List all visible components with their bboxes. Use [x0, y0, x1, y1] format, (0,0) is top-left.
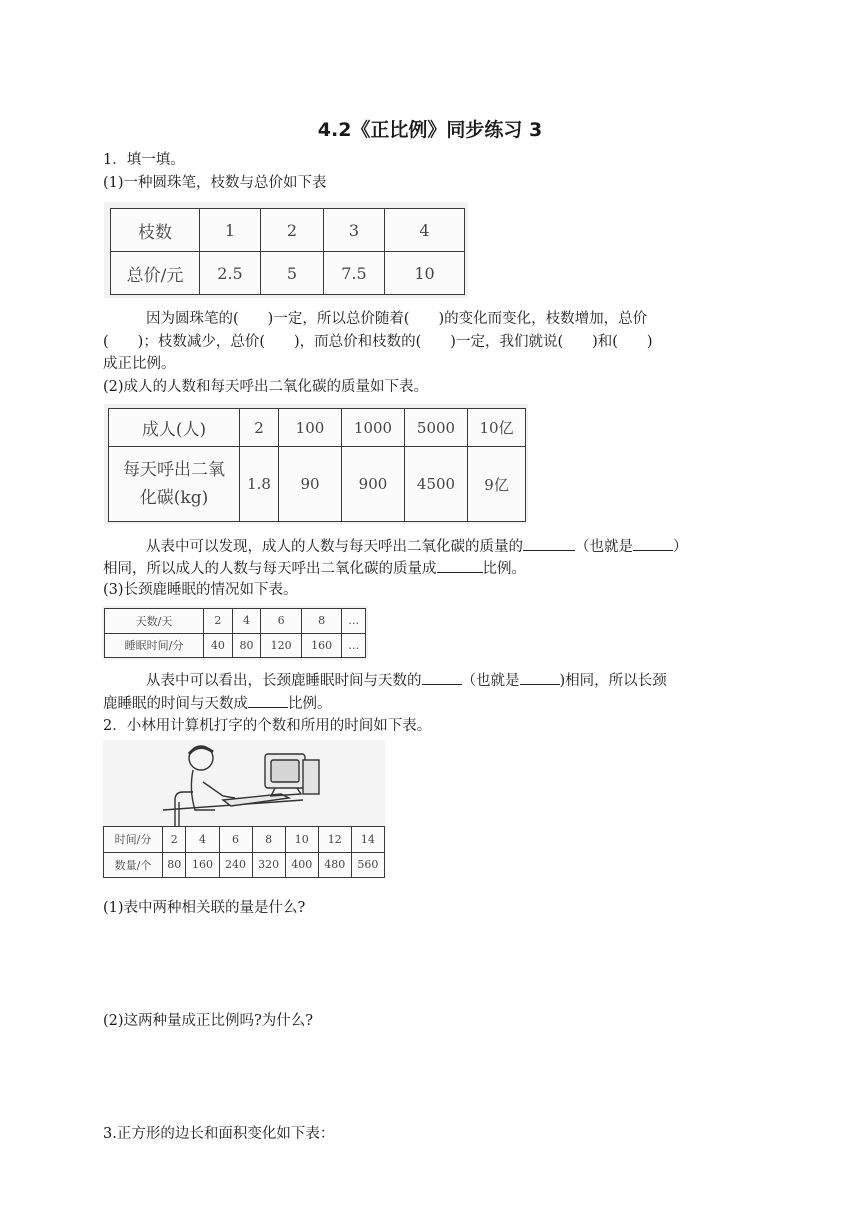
q1-part2-line2 — [103, 558, 526, 579]
table-cell: 6 — [261, 609, 302, 634]
table-row — [111, 252, 465, 295]
table-row — [105, 633, 366, 658]
table-row — [109, 409, 526, 447]
table-cell: 400 — [285, 852, 318, 878]
cell-line: 每天呼出二氧 — [123, 460, 225, 480]
answer-blank[interactable] — [248, 693, 288, 708]
cell-line: 化碳(kg) — [139, 488, 209, 508]
q2-sub2: (2)这两种量成正比例吗?为什么? — [103, 1013, 314, 1029]
text-segment: 比例。 — [482, 561, 526, 577]
table-cell: 4 — [186, 827, 219, 853]
q1-part1-intro: (1)一种圆珠笔，枝数与总价如下表 — [103, 175, 327, 191]
table-cell: 240 — [219, 852, 252, 878]
table-cell: 10亿 — [468, 409, 526, 447]
table-cell: 8 — [301, 609, 342, 634]
q1-part3-intro: (3)长颈鹿睡眠的情况如下表。 — [103, 582, 298, 598]
page-title: 4.2《正比例》同步练习 3 — [317, 119, 543, 141]
table-cell: 80 — [232, 633, 261, 658]
table-cell: … — [342, 633, 366, 658]
table-cell: 枝数 — [111, 209, 200, 252]
table-cell: 160 — [186, 852, 219, 878]
table-cell — [109, 447, 240, 522]
q1-part3-line2 — [103, 693, 332, 714]
table-cell: 1000 — [342, 409, 405, 447]
q1-part1-line3: 成正比例。 — [103, 356, 176, 372]
table-row — [109, 447, 526, 522]
text-segment: 比例。 — [288, 696, 332, 712]
table-cell: 睡眠时间/分 — [105, 633, 204, 658]
q2-sub1: (1)表中两种相关联的量是什么? — [103, 900, 306, 916]
text-segment: )相同，所以长颈 — [559, 673, 667, 689]
q1-part3-line1 — [146, 670, 667, 691]
answer-blank[interactable] — [422, 670, 462, 685]
pen-price-table — [110, 208, 465, 295]
table-cell: 5000 — [405, 409, 468, 447]
table-cell: 数量/个 — [104, 852, 163, 878]
table-cell: 320 — [252, 852, 285, 878]
table-row — [104, 827, 385, 853]
table-cell: 560 — [351, 852, 384, 878]
table-cell: 天数/天 — [105, 609, 204, 634]
table-cell: 4 — [232, 609, 261, 634]
table-cell: 9亿 — [468, 447, 526, 522]
table-row — [105, 609, 366, 634]
table-cell: 12 — [318, 827, 351, 853]
answer-blank[interactable] — [523, 536, 575, 551]
table-cell: 2.5 — [200, 252, 261, 295]
typing-table — [103, 826, 385, 878]
table-cell: 4500 — [405, 447, 468, 522]
table-cell: 80 — [163, 852, 186, 878]
text-segment: 鹿睡眠的时间与天数成 — [103, 696, 248, 712]
table-cell: 480 — [318, 852, 351, 878]
table-cell: 40 — [204, 633, 233, 658]
q1-part1-line2: ( )；枝数减少，总价( )，而总价和枝数的( )一定，我们就说( )和( ) — [103, 334, 653, 350]
table-cell: 5 — [261, 252, 324, 295]
table-row — [104, 852, 385, 878]
q1-part2-intro: (2)成人的人数和每天呼出二氧化碳的质量如下表。 — [103, 379, 429, 395]
table-cell: 1 — [200, 209, 261, 252]
q1-part1-line1: 因为圆珠笔的( )一定，所以总价随着( )的变化而变化，枝数增加，总价 — [146, 311, 648, 327]
answer-blank[interactable] — [633, 536, 673, 551]
answer-blank[interactable] — [520, 670, 560, 685]
table-cell: 1.8 — [240, 447, 279, 522]
text-segment: （也就是 — [461, 673, 520, 689]
table-cell: 900 — [342, 447, 405, 522]
text-segment: ） — [673, 539, 688, 555]
table-cell: 总价/元 — [111, 252, 200, 295]
question-3-heading: 3.正方形的边长和面积变化如下表： — [103, 1126, 335, 1142]
table-cell: 成人(人) — [109, 409, 240, 447]
table-cell: 3 — [324, 209, 385, 252]
table-cell: 2 — [163, 827, 186, 853]
table-cell: 160 — [301, 633, 342, 658]
text-segment: 相同，所以成人的人数与每天呼出二氧化碳的质量成 — [103, 561, 437, 577]
table-cell: 10 — [285, 827, 318, 853]
table-cell: 8 — [252, 827, 285, 853]
table-cell: 2 — [261, 209, 324, 252]
co2-table — [108, 408, 526, 522]
table-row — [111, 209, 465, 252]
table-cell: 7.5 — [324, 252, 385, 295]
table-cell: 2 — [240, 409, 279, 447]
table-cell: 14 — [351, 827, 384, 853]
answer-blank[interactable] — [437, 558, 483, 573]
text-segment: （也就是 — [575, 539, 633, 555]
table-cell: 时间/分 — [104, 827, 163, 853]
table-cell: 6 — [219, 827, 252, 853]
table-cell: … — [342, 609, 366, 634]
text-segment: 从表中可以发现，成人的人数与每天呼出二氧化碳的质量的 — [146, 539, 523, 555]
giraffe-sleep-table — [104, 608, 366, 658]
text-segment: 从表中可以看出，长颈鹿睡眠时间与天数的 — [146, 673, 422, 689]
table-cell: 100 — [279, 409, 342, 447]
table-cell: 2 — [204, 609, 233, 634]
table-cell: 90 — [279, 447, 342, 522]
table-cell: 10 — [385, 252, 465, 295]
question-1-heading: 1．填一填。 — [103, 152, 185, 168]
boy-typing-illustration — [103, 740, 385, 828]
table-cell: 4 — [385, 209, 465, 252]
q1-part2-line1 — [146, 536, 688, 557]
question-2-heading: 2．小林用计算机打字的个数和所用的时间如下表。 — [103, 718, 432, 734]
table-cell: 120 — [261, 633, 302, 658]
